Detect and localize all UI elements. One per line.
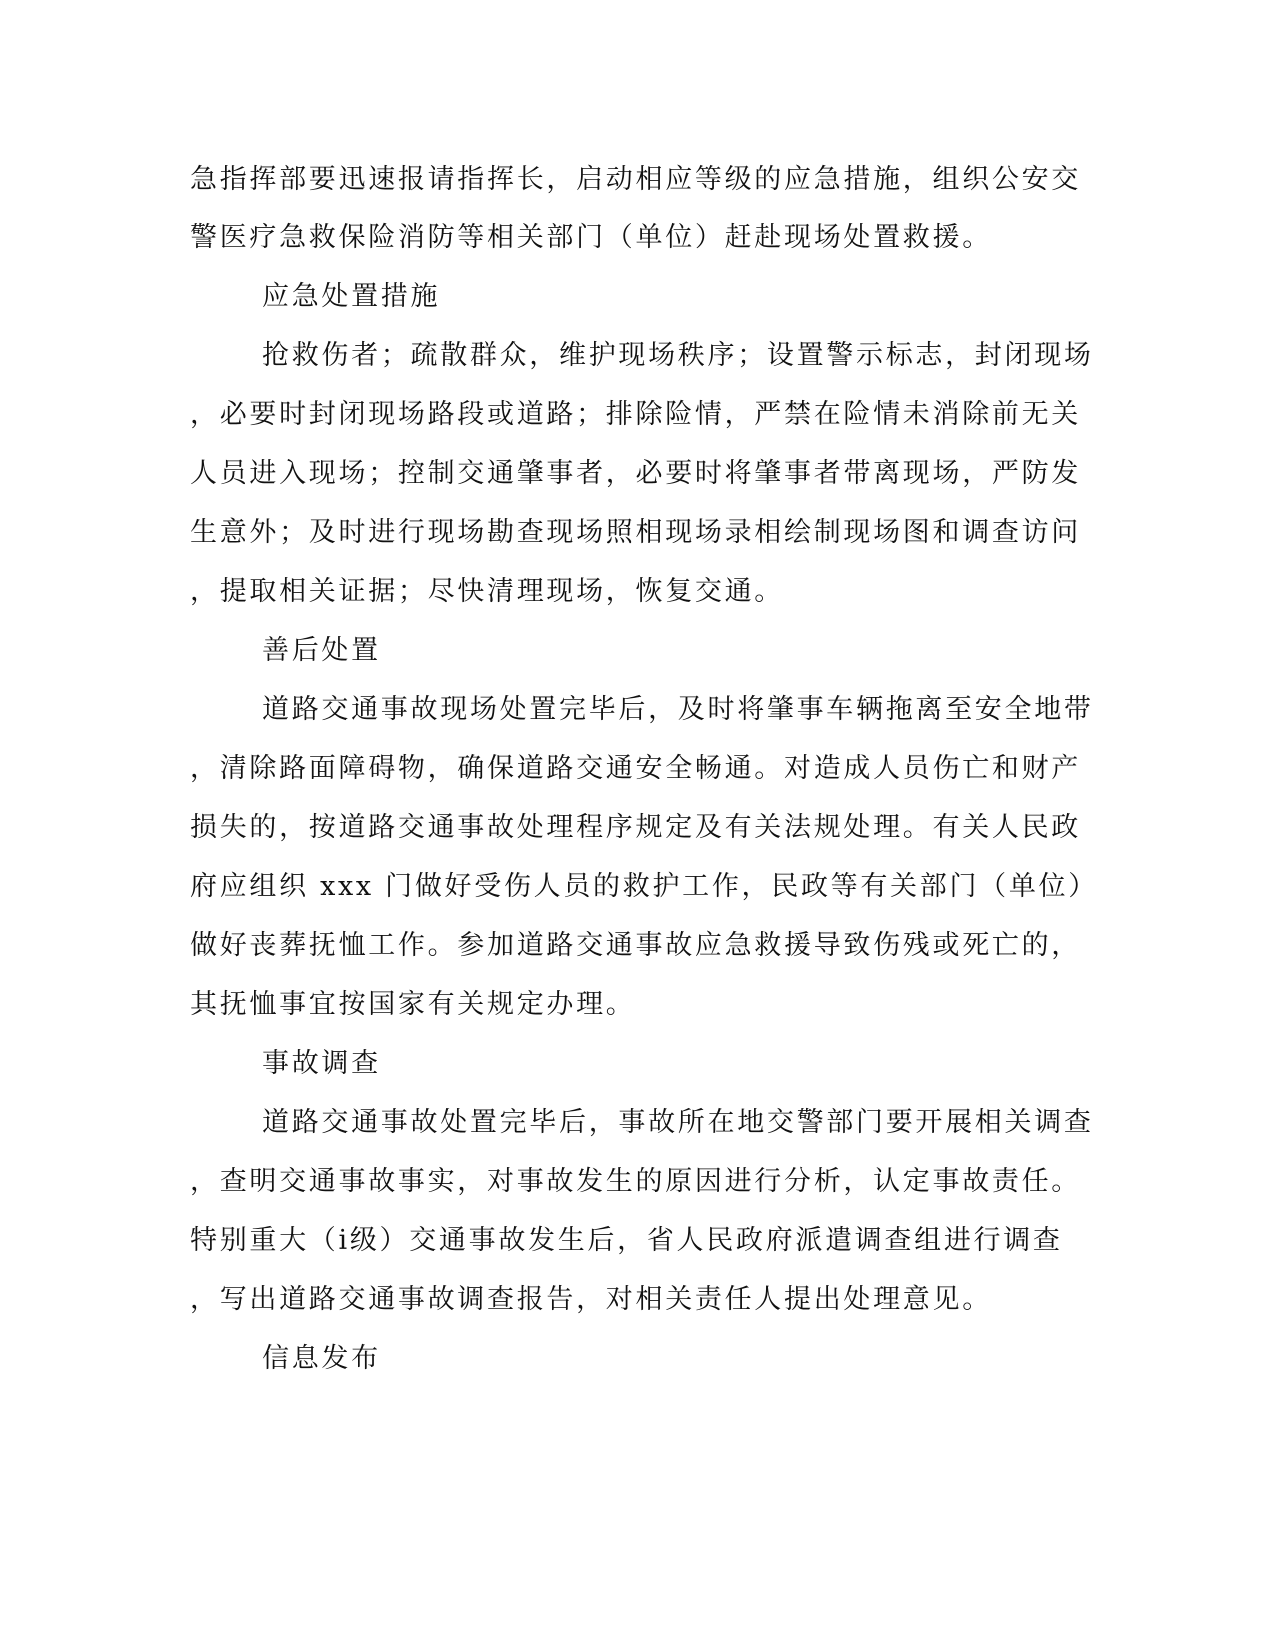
section-heading: 信息发布 [262,1343,381,1374]
body-text-line: 抢救伤者；疏散群众，维护现场秩序；设置警示标志，封闭现场 [262,340,1094,371]
section-heading: 事故调查 [262,1048,381,1079]
body-text-line: 道路交通事故现场处置完毕后，及时将肇事车辆拖离至安全地带 [262,694,1094,725]
body-text-line: ，必要时封闭现场路段或道路；排除险情，严禁在险情未消除前无关 [190,399,1081,430]
body-text-line: 府应组织 xxx 门做好受伤人员的救护工作，民政等有关部门（单位） [190,871,1098,902]
body-text-line: ，提取相关证据；尽快清理现场，恢复交通。 [190,576,784,607]
body-text-line: ，写出道路交通事故调查报告，对相关责任人提出处理意见。 [190,1284,992,1315]
body-text-line: 生意外；及时进行现场勘查现场照相现场录相绘制现场图和调查访问 [190,517,1081,548]
section-heading: 善后处置 [262,635,381,666]
body-text-line: ，清除路面障碍物，确保道路交通安全畅通。对造成人员伤亡和财产 [190,753,1081,784]
body-text-line: 特别重大（ⅰ级）交通事故发生后，省人民政府派遣调查组进行调查 [190,1225,1063,1256]
body-text-line: 其抚恤事宜按国家有关规定办理。 [190,989,636,1020]
body-text-line: ，查明交通事故事实，对事故发生的原因进行分析，认定事故责任。 [190,1166,1081,1197]
section-heading: 应急处置措施 [262,281,441,312]
body-text-line: 道路交通事故处置完毕后，事故所在地交警部门要开展相关调查 [262,1107,1094,1138]
body-text-line: 警医疗急救保险消防等相关部门（单位）赶赴现场处置救援。 [190,222,992,253]
body-text-line: 做好丧葬抚恤工作。参加道路交通事故应急救援导致伤残或死亡的， [190,930,1081,961]
body-text-line: 急指挥部要迅速报请指挥长，启动相应等级的应急措施，组织公安交 [190,164,1081,195]
body-text-line: 损失的，按道路交通事故处理程序规定及有关法规处理。有关人民政 [190,812,1081,843]
body-text-line: 人员进入现场；控制交通肇事者，必要时将肇事者带离现场，严防发 [190,458,1081,489]
